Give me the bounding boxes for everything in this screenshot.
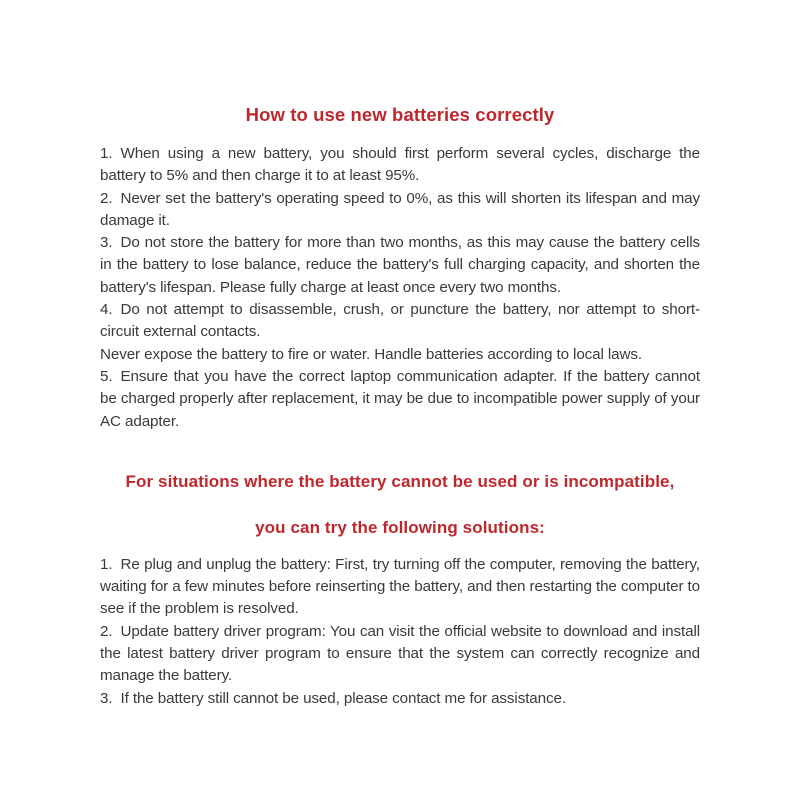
item-number: 2. [100, 189, 113, 207]
item-text: Never set the battery's operating speed to 0%, as this will shorten its lifespan and may damage it. [100, 189, 700, 229]
item-number: 3. [100, 689, 113, 707]
item-text: Do not store the battery for more than two months, as this may cause the battery cells in the battery to lose balance, reduce the battery's full charging capacity, and shorten the battery's lifespan. Please fully charge at least once every two months. [100, 234, 700, 296]
solutions-section-heading-line1: For situations where the battery cannot be used or is incompatible, [125, 471, 675, 491]
item-number: 3. [100, 234, 113, 252]
usage-item-4 [100, 299, 700, 344]
item-number: 1. [100, 555, 113, 573]
solutions-section-heading-line2: you can try the following solutions: [255, 517, 545, 537]
usage-item-1 [100, 143, 700, 188]
document-content [100, 104, 700, 710]
usage-item-5 [100, 366, 700, 433]
item-number: 5. [100, 367, 113, 385]
usage-note [100, 344, 700, 366]
item-number: 2. [100, 622, 113, 640]
item-text: Never expose the battery to fire or water. Handle batteries according to local laws. [100, 345, 643, 363]
item-text: Update battery driver program: You can visit the official website to download and install the latest battery driver program to ensure that the system can correctly recognize and manage the battery. [100, 622, 700, 685]
item-text: Do not attempt to disassemble, crush, or puncture the battery, nor attempt to short-circuit external contacts. [100, 301, 700, 341]
item-text: If the battery still cannot be used, please contact me for assistance. [120, 689, 566, 707]
solution-item-1 [100, 554, 700, 621]
item-text: When using a new battery, you should first perform several cycles, discharge the battery to 5% and then charge it to at least 95%. [100, 145, 700, 185]
solution-item-2 [100, 621, 700, 688]
item-number: 4. [100, 301, 113, 319]
usage-section-heading: How to use new batteries correctly [245, 104, 555, 125]
item-text: Ensure that you have the correct laptop communication adapter. If the battery cannot be charged properly after replacement, it may be due to incompatible power supply of your AC adapter. [100, 367, 700, 430]
usage-item-3 [100, 232, 700, 299]
usage-item-2 [100, 188, 700, 233]
item-text: Re plug and unplug the battery: First, try turning off the computer, removing the battery, waiting for a few minutes before reinserting the battery, and then restarting the computer to see if the problem is resolved. [100, 555, 700, 618]
solution-item-3 [100, 688, 700, 710]
item-number: 1. [100, 145, 113, 162]
